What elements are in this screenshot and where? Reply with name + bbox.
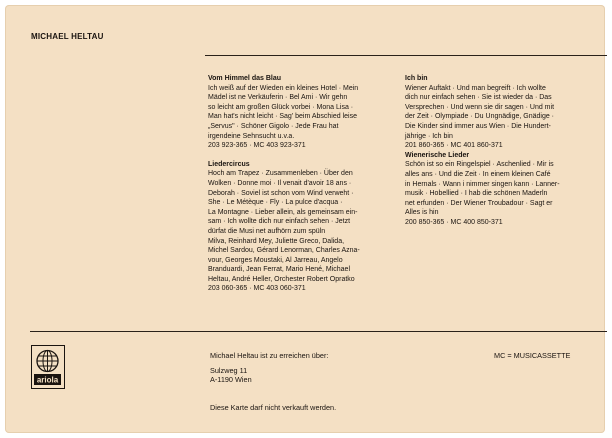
address-street: Sulzweg 11 (210, 365, 248, 375)
address-city: A-1190 Wien (210, 375, 252, 385)
right-column (405, 74, 590, 228)
sale-notice: Diese Karte darf nicht verkauft werden. (210, 403, 337, 412)
album-title: Wienerische Lieder (405, 151, 470, 159)
album-text-line: „Servus" · Schöner Gigolo · Jede Frau hat (208, 122, 339, 130)
bottom-divider (30, 331, 607, 332)
album-text-line: Heltau, André Heller, Orchester Robert Opratko (208, 275, 355, 283)
album-text-line: Hoch am Trapez · Zusammenleben · Über den (208, 170, 353, 178)
album-text-line: Schön ist so ein Ringelspiel · Aschenlied · Mir is (405, 161, 554, 169)
album-title: Ich bin (405, 75, 428, 82)
album-text-line: dich nur einfach sehen · Sie ist wieder da · Das (405, 94, 552, 102)
album-text-line: Mädel ist ne Verkäuferin · Bel Ami · Wir gehn (208, 94, 348, 102)
album-text-line: Man hat's nicht leicht · Sag' beim Abschied leise (208, 113, 357, 121)
album-text-line: musik · Hobellied · I hab die schönen Maderln (405, 190, 548, 198)
album-text-line: irgendeine Sehnsucht u.v.a. (208, 132, 295, 140)
catalog-number: 203 060-365 · MC 403 060-371 (208, 285, 306, 293)
album-text-line: der Zeit · Olympiade · Du Ungnädige, Gnädige · (405, 113, 555, 121)
album-text-line: La Montagne · Lieber allein, als gemeinsam ein- (208, 208, 358, 216)
postcard (5, 5, 605, 433)
album-text-line: jährige · Ich bin (405, 132, 453, 140)
album-text-line: Alles is hin (405, 209, 439, 217)
album-text-line: Wolken · Donne moi · Il venait d'avoir 18 ans · (208, 179, 352, 187)
album-text-line: Ich weiß auf der Wieden ein kleines Hotel · Mein (208, 84, 359, 92)
album-liedercircus (208, 160, 388, 294)
top-divider (205, 55, 607, 56)
ariola-logo (31, 345, 65, 389)
album-vom-himmel-das-blau (208, 74, 388, 151)
album-text-line: dürfat die Musi net aufhörn zum spüln (208, 227, 326, 235)
album-text-line: net erfunden · Der Wiener Troubadour · Sagt er (405, 199, 553, 207)
album-text-line: Versprechen · Und wenn sie dir sagen · Und mit (405, 103, 555, 111)
album-text-line: so leicht am großen Glück vorbei · Mona Lisa · (208, 103, 354, 111)
album-text-line: Michel Sardou, Gérard Lenorman, Charles Azna- (208, 247, 360, 255)
album-text-line: Wiener Auftakt · Und man begreift · Ich wollte (405, 84, 546, 92)
catalog-number: 200 850-365 · MC 400 850-371 (405, 218, 503, 226)
left-column (208, 74, 388, 294)
catalog-number: 203 923-365 · MC 403 923-371 (208, 142, 306, 150)
album-text-line: vour, Georges Moustaki, Al Jarreau, Angelo (208, 256, 343, 264)
logo-wordmark: ariola (36, 375, 59, 385)
album-text-line: Milva, Reinhard Mey, Juliette Greco, Dalida, (208, 237, 345, 245)
album-text-line: She · Le Métèque · Fly · La pulce d'acqua · (208, 199, 343, 207)
album-text-line: Branduardi, Jean Ferrat, Mario Hené, Michael (208, 266, 351, 274)
album-title: Liedercircus (208, 160, 250, 168)
album-text-line: sam · Ich wollte dich nur einfach sehen · Jetzt (208, 218, 351, 226)
mc-legend: MC = MUSICASSETTE (494, 351, 571, 360)
contact-heading: Michael Heltau ist zu erreichen über: (210, 351, 329, 360)
globe-icon (32, 346, 63, 387)
contact-block (210, 351, 328, 385)
artist-name: MICHAEL HELTAU (31, 32, 104, 41)
catalog-number: 201 860-365 · MC 401 860-371 (405, 142, 503, 150)
album-text-line: in Hernals · Wann i nimmer singen kann · Lanner- (405, 180, 560, 188)
album-text-line: Die Kinder sind immer aus Wien · Die Hundert- (405, 122, 551, 130)
album-text-line: Deborah · Soviel ist schon vom Wind verweht · (208, 189, 354, 197)
album-ich-bin (405, 74, 590, 151)
album-text-line: alles ans · Und die Zeit · In einem kleinen Café (405, 170, 551, 178)
album-wienerische-lieder (405, 151, 590, 228)
album-title: Vom Himmel das Blau (208, 75, 282, 82)
